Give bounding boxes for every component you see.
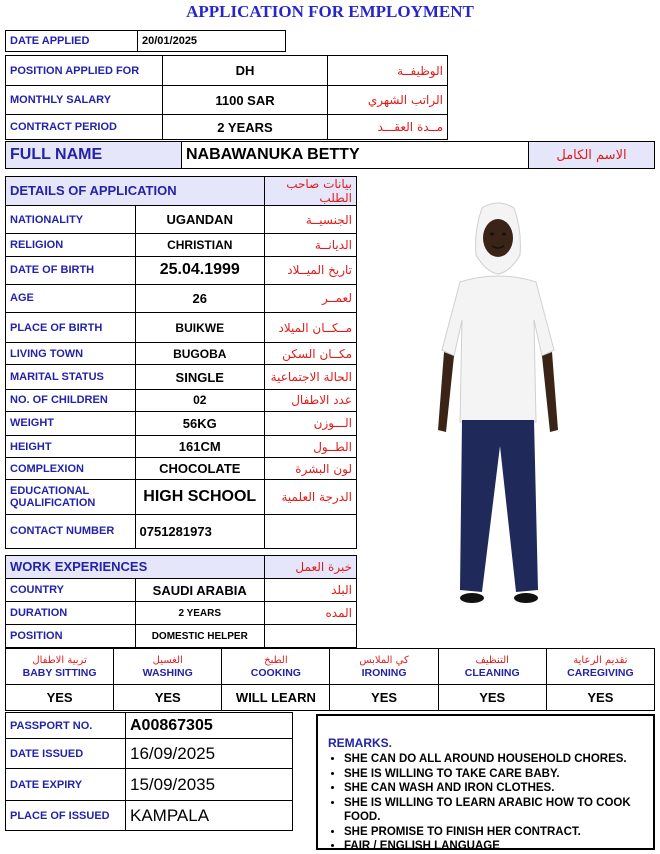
skill-washing-value: YES (114, 685, 222, 711)
weight-label: WEIGHT (6, 411, 136, 435)
skill-ironing-en: IRONING (361, 666, 407, 679)
duration-ar: المده (265, 602, 357, 625)
contact-value: 0751281973 (135, 514, 265, 548)
dob-value: 25.04.1999 (135, 256, 265, 284)
skill-washing-ar: الغسيل (152, 654, 183, 666)
contract-label: CONTRACT PERIOD (6, 115, 163, 140)
height-ar: الطــول (265, 436, 357, 458)
date-applied-value: 20/01/2025 (138, 31, 286, 52)
marital-status-label: MARITAL STATUS (6, 365, 136, 389)
religion-label: RELIGION (6, 234, 136, 256)
remark-item: • SHE IS WILLING TO LEARN ARABIC HOW TO COOK FOOD. (344, 796, 643, 825)
applicant-photo (430, 200, 566, 612)
remarks-list (328, 752, 643, 854)
place-issued-label: PLACE OF ISSUED (6, 801, 126, 831)
place-of-birth-label: PLACE OF BIRTH (6, 313, 136, 343)
skill-cleaning-header (438, 649, 546, 685)
duration-value: 2 YEARS (135, 602, 265, 625)
living-town-label: LIVING TOWN (6, 343, 136, 365)
details-header: DETAILS OF APPLICATION (6, 177, 265, 206)
nationality-ar: الجنسيــة (265, 206, 357, 234)
full-name-table (5, 141, 655, 169)
country-ar: البلد (265, 579, 357, 602)
religion-value: CHRISTIAN (135, 234, 265, 256)
skill-caregiving-value: YES (546, 685, 654, 711)
complexion-value: CHOCOLATE (135, 458, 265, 480)
remark-item: • SHE CAN WASH AND IRON CLOTHES. (344, 781, 643, 796)
remarks-box (316, 714, 655, 850)
details-table (5, 176, 357, 549)
nationality-label: NATIONALITY (6, 206, 136, 234)
skill-baby-sitting-header (6, 649, 114, 685)
nationality-value: UGANDAN (135, 206, 265, 234)
age-label: AGE (6, 284, 136, 312)
position-ar: الوظيفــة (328, 56, 448, 86)
height-label: HEIGHT (6, 436, 136, 458)
contract-value: 2 YEARS (163, 115, 328, 140)
position-value: DH (163, 56, 328, 86)
living-town-ar: مكــان السكن (265, 343, 357, 365)
full-name-ar: الاسم الكامل (529, 142, 655, 169)
skill-cleaning-ar: التنظيف (475, 654, 509, 666)
dob-label: DATE OF BIRTH (6, 256, 136, 284)
skill-caregiving-ar: تقديم الرعاية (573, 654, 628, 666)
children-ar: عدد الاطفال (265, 389, 357, 411)
skill-baby-sitting-ar: تربية الاطفال (32, 654, 87, 666)
date-expiry-value: 15/09/2035 (126, 769, 293, 801)
complexion-label: COMPLEXION (6, 458, 136, 480)
full-name-value: NABAWANUKA BETTY (182, 142, 529, 169)
duration-label: DURATION (6, 602, 136, 625)
marital-status-ar: الحالة الاجتماعية (265, 365, 357, 389)
education-ar: الدرجة العلمية (265, 480, 357, 514)
height-value: 161CM (135, 436, 265, 458)
skill-baby-sitting-en: BABY SITTING (22, 666, 97, 679)
work-position-value: DOMESTIC HELPER (135, 625, 265, 648)
page-title: APPLICATION FOR EMPLOYMENT (186, 2, 474, 21)
weight-ar: الـــوزن (265, 411, 357, 435)
skill-cooking-en: COOKING (250, 666, 301, 679)
dob-ar: تاريخ الميــلاد (265, 256, 357, 284)
religion-ar: الديانــة (265, 234, 357, 256)
country-value: SAUDI ARABIA (135, 579, 265, 602)
complexion-ar: لون البشرة (265, 458, 357, 480)
work-position-label: POSITION (6, 625, 136, 648)
skill-washing-en: WASHING (142, 666, 193, 679)
passport-no-label: PASSPORT NO. (6, 713, 126, 739)
education-label: EDUCATIONAL QUALIFICATION (6, 480, 136, 514)
remark-item: • SHE PROMISE TO FINISH HER CONTRACT. (344, 825, 643, 840)
skill-cooking-header (222, 649, 330, 685)
country-label: COUNTRY (6, 579, 136, 602)
passport-table (5, 712, 293, 831)
skill-caregiving-header (546, 649, 654, 685)
work-header: WORK EXPERIENCES (6, 556, 265, 579)
passport-no-value: A00867305 (126, 713, 293, 739)
date-applied-label: DATE APPLIED (6, 31, 138, 52)
salary-label: MONTHLY SALARY (6, 86, 163, 115)
salary-ar: الراتب الشهري (328, 86, 448, 115)
skill-caregiving-en: CAREGIVING (567, 666, 634, 679)
date-issued-value: 16/09/2025 (126, 739, 293, 769)
place-of-birth-value: BUIKWE (135, 313, 265, 343)
education-value: HIGH SCHOOL (135, 480, 265, 514)
remark-item: • SHE IS WILLING TO TAKE CARE BABY. (344, 767, 643, 782)
skill-ironing-value: YES (330, 685, 438, 711)
skill-ironing-header (330, 649, 438, 685)
work-table (5, 555, 357, 648)
contact-label: CONTACT NUMBER (6, 514, 136, 548)
skills-table (5, 648, 655, 711)
place-of-birth-ar: مــكــان الميلاد (265, 313, 357, 343)
work-header-ar: خبرة العمل (265, 556, 357, 579)
skill-cooking-ar: الطبخ (264, 654, 288, 666)
skill-baby-sitting-value: YES (6, 685, 114, 711)
date-issued-label: DATE ISSUED (6, 739, 126, 769)
salary-value: 1100 SAR (163, 86, 328, 115)
skill-cleaning-value: YES (438, 685, 546, 711)
date-expiry-label: DATE EXPIRY (6, 769, 126, 801)
details-header-ar: بيانات صاحب الطلب (265, 177, 357, 206)
skill-cleaning-en: CLEANING (464, 666, 520, 679)
position-label: POSITION APPLIED FOR (6, 56, 163, 86)
skill-washing-header (114, 649, 222, 685)
skill-cooking-value: WILL LEARN (222, 685, 330, 711)
children-value: 02 (135, 389, 265, 411)
contact-ar (265, 514, 357, 548)
position-table (5, 55, 448, 140)
age-value: 26 (135, 284, 265, 312)
marital-status-value: SINGLE (135, 365, 265, 389)
work-position-ar (265, 625, 357, 648)
date-applied-table (5, 30, 286, 52)
remarks-title: REMARKS. (328, 736, 393, 750)
weight-value: 56KG (135, 411, 265, 435)
place-issued-value: KAMPALA (126, 801, 293, 831)
remark-item: • SHE CAN DO ALL AROUND HOUSEHOLD CHORES. (344, 752, 643, 767)
age-ar: لعمــر (265, 284, 357, 312)
children-label: NO. OF CHILDREN (6, 389, 136, 411)
skill-ironing-ar: كي الملابس (359, 654, 409, 666)
contract-ar: مــدة العقـــد (328, 115, 448, 140)
full-name-label: FULL NAME (6, 142, 182, 169)
living-town-value: BUGOBA (135, 343, 265, 365)
remark-item: • FAIR / ENGLISH LANGUAGE (344, 839, 643, 854)
